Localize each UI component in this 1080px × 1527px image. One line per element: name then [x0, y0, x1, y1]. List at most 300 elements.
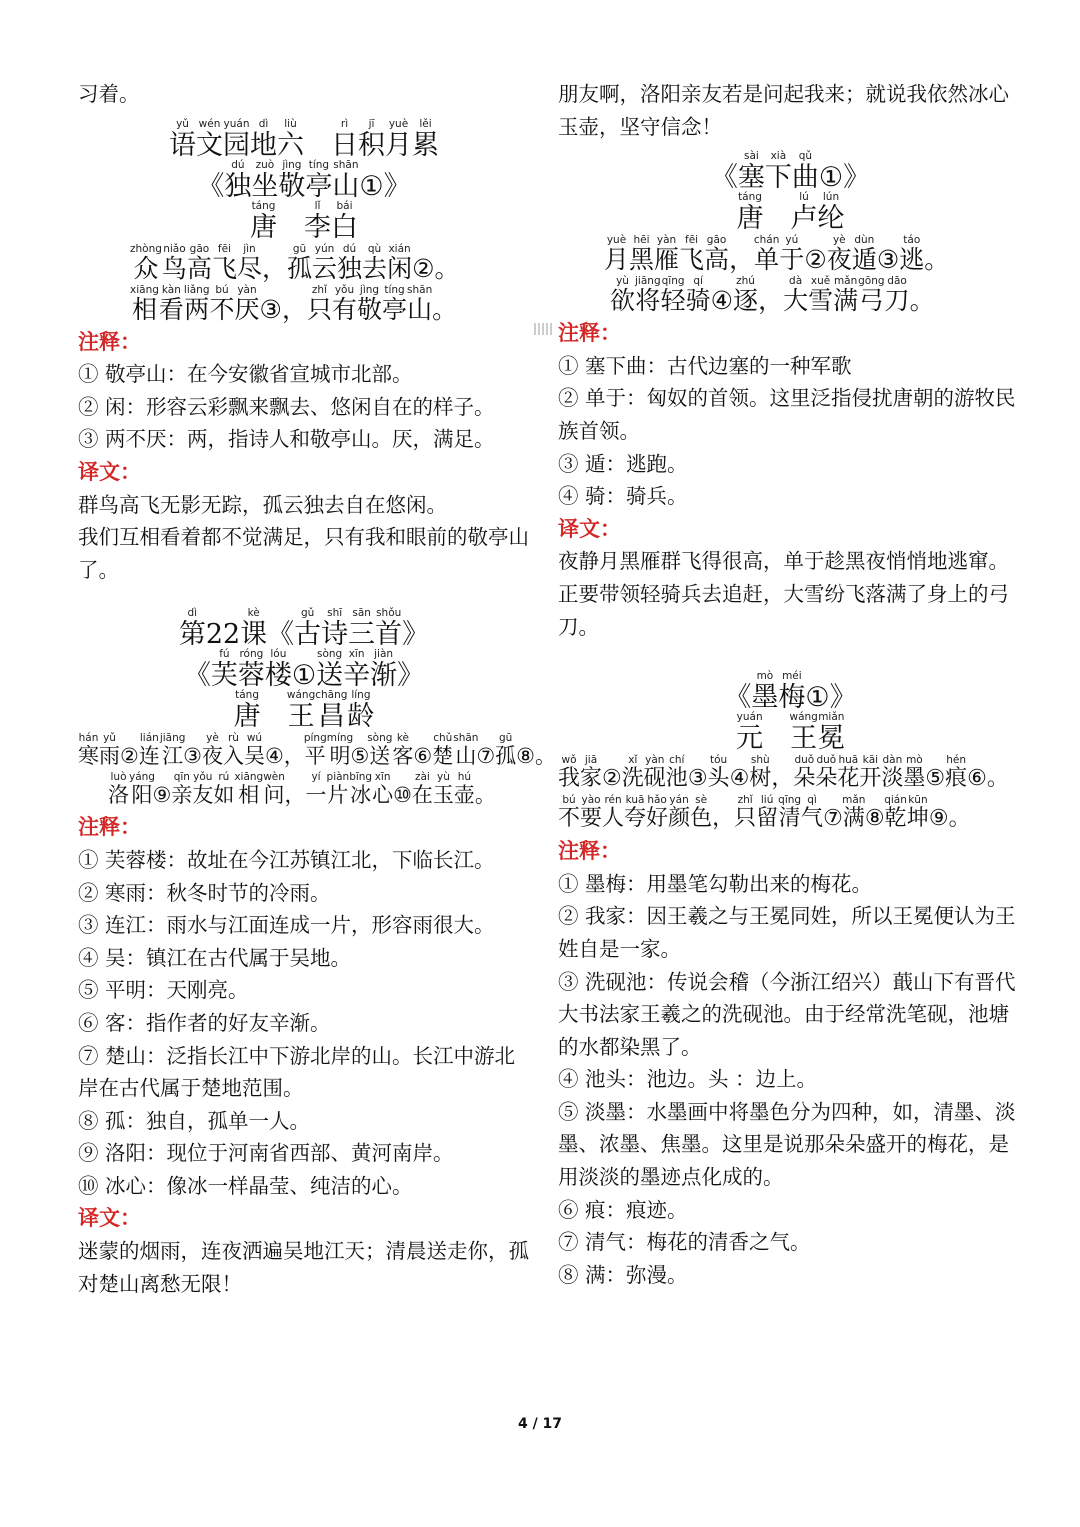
ruby-char: 入rù	[222, 732, 244, 769]
paragraph: ③ 连江：雨水与江面连成一片，形容雨很大。	[78, 913, 495, 938]
char: ⑨	[928, 806, 949, 832]
pinyin: lián	[138, 732, 160, 745]
ruby-char: 雁yàn	[654, 234, 680, 275]
pinyin: rù	[222, 732, 244, 745]
ruby-char: 坤kūn	[906, 794, 929, 832]
ruby-char: 雪xuě	[808, 275, 834, 316]
char: 。	[924, 245, 950, 275]
pinyin: róng	[237, 648, 265, 661]
ruby-char: 如rú	[213, 771, 235, 808]
poem-line	[558, 755, 1023, 795]
ruby-char: 卢lú	[790, 191, 818, 235]
pinyin: wén	[196, 117, 223, 130]
char: ⑦	[823, 806, 843, 832]
pinyin: qù	[362, 242, 388, 255]
pinyin: shān	[407, 283, 433, 296]
paragraph: 迷蒙的烟雨，连夜洒遍吴地江天；清晨送走你，孤对楚山离愁无限！	[78, 1239, 529, 1296]
pinyin: fú	[210, 648, 238, 661]
pinyin: duǒ	[815, 754, 838, 767]
ruby-char: 去qù	[362, 242, 388, 283]
pinyin: liú	[756, 794, 779, 807]
ruby-char: 山shān	[332, 158, 360, 202]
pinyin: mǎn	[833, 275, 859, 288]
pinyin: lǐ	[304, 199, 331, 212]
ruby-char: 我wǒ	[558, 754, 581, 792]
ruby-char: 山shān	[453, 732, 479, 769]
ruby-char: 气qì	[801, 794, 824, 832]
paragraph: ③ 两不厌：两，指诗人和敬亭山。厌，满足。	[78, 427, 495, 452]
ruby-char: 渐jiàn	[370, 648, 398, 692]
ruby-char: 心xīn	[372, 771, 394, 808]
paragraph: ① 墨梅：用墨笔勾勒出来的梅花。	[558, 871, 873, 896]
pinyin: wǒ	[558, 754, 581, 767]
pinyin: zài	[411, 771, 433, 784]
pinyin: sè	[690, 794, 713, 807]
paragraph: 群鸟高飞无影无踪，孤云独去自在悠闲。	[78, 492, 447, 517]
pinyin: shī	[321, 607, 349, 620]
pinyin: hú	[453, 771, 475, 784]
ruby-char: 月yuè	[604, 234, 630, 275]
pinyin: jiāng	[159, 732, 186, 745]
pinyin: táng	[233, 689, 261, 702]
ruby-char: 朵duǒ	[793, 754, 816, 792]
ruby-char: 大dà	[783, 275, 809, 316]
poem-title	[558, 671, 1023, 714]
ruby-char: 语yǔ	[169, 117, 196, 161]
pinyin: bīng	[349, 771, 373, 784]
char: 。	[432, 294, 458, 324]
pinyin: bú	[209, 283, 235, 296]
pinyin: duǒ	[793, 754, 816, 767]
char: ⑧	[516, 744, 535, 769]
pinyin: yuán	[223, 117, 250, 130]
pinyin: lóu	[264, 648, 292, 661]
pinyin: luò	[108, 771, 129, 784]
poem-line	[78, 732, 556, 772]
ruby-char: 王wáng	[286, 689, 316, 733]
char: 《	[267, 619, 295, 651]
char: 。	[909, 286, 935, 316]
pinyin: miǎn	[817, 711, 845, 724]
pinyin: dì	[250, 117, 277, 130]
poem-author	[558, 192, 1023, 235]
ruby-char: 墨mò	[903, 754, 926, 792]
paragraph: ⑧ 满：弥漫。	[558, 1262, 688, 1287]
pinyin: zhǐ	[734, 794, 757, 807]
ruby-char: 留liú	[756, 794, 779, 832]
paragraph: ③ 洗砚池：传说会稽（今浙江绍兴）蕺山下有晋代大书法家王羲之的洗砚池。由于经常洗笔砚，池塘的水都染黑了。	[558, 969, 1016, 1059]
pinyin: kè	[240, 607, 268, 620]
paragraph: ⑤ 平明：天刚亮。	[78, 978, 249, 1003]
ruby-char: 众zhòng	[130, 242, 162, 283]
ruby-char: 坐zuò	[251, 158, 279, 202]
paragraph: ⑥ 客：指作者的好友辛渐。	[78, 1010, 331, 1035]
poem-author	[78, 690, 530, 733]
ruby-char: 高gāo	[704, 234, 730, 275]
translation-text	[78, 1235, 530, 1300]
ruby-char: 送sòng	[316, 648, 344, 692]
pinyin: yàn	[654, 234, 680, 247]
char: 》	[829, 682, 857, 714]
paragraph: ⑦ 清气：梅花的清香之气。	[558, 1230, 811, 1255]
ruby-char: 一yí	[305, 771, 327, 808]
pinyin: zhǐ	[306, 283, 332, 296]
char	[764, 203, 791, 234]
pinyin: lěi	[412, 117, 439, 130]
paragraph: 我们互相看着都不觉满足，只有我和眼前的敬亭山了。	[78, 525, 529, 582]
pinyin: yuán	[736, 711, 764, 724]
ruby-char: 清qīng	[778, 794, 802, 832]
pinyin: xīn	[372, 771, 394, 784]
ruby-char: 将jiāng	[635, 275, 661, 316]
pinyin: dú	[224, 158, 252, 171]
ruby-char: 芙fú	[210, 648, 238, 692]
pinyin: yǔ	[169, 117, 196, 130]
pinyin: dà	[783, 275, 809, 288]
pinyin: wú	[243, 732, 265, 745]
ruby-char: 不bú	[558, 794, 581, 832]
ruby-char: 刀dāo	[884, 275, 910, 316]
ruby-char: 寒hán	[78, 732, 99, 769]
paragraph: ④ 吴：镇江在古代属于吴地。	[78, 945, 352, 970]
paragraph: ① 敬亭山：在今安徽省宣城市北部。	[78, 362, 413, 387]
char: 。	[986, 766, 1009, 792]
ruby-char: 三sān	[348, 607, 376, 651]
pinyin: kè	[392, 732, 414, 745]
char: 》	[843, 162, 871, 194]
char: ，	[729, 245, 755, 275]
char: ①	[359, 170, 384, 202]
pinyin: yè	[826, 234, 852, 247]
ruby-char: 楼lóu	[264, 648, 292, 692]
ruby-char: 夜yè	[826, 234, 852, 275]
ruby-char: 鸟niǎo	[161, 242, 187, 283]
pinyin: dùn	[851, 234, 877, 247]
char: ⑨	[152, 783, 172, 808]
pinyin: yǒu	[192, 771, 214, 784]
ruby-char: 颜yán	[668, 794, 691, 832]
paragraph: 夜静月黑雁群飞得很高，单于趁黑夜悄悄地逃窜。	[558, 549, 1009, 574]
ruby-char: 吴wú	[243, 732, 265, 769]
ruby-char: 雨yǔ	[99, 732, 120, 769]
poem-line	[78, 772, 530, 811]
char: ⑦	[476, 744, 496, 769]
ruby-char: 冰bīng	[349, 771, 373, 808]
char: ④	[729, 766, 750, 792]
ruby-char: 片piàn	[326, 771, 350, 808]
translation-text	[78, 489, 530, 587]
pinyin: hǎo	[646, 794, 669, 807]
char: ，	[758, 286, 784, 316]
ruby-char: 树shù	[749, 754, 772, 792]
pinyin: rì	[331, 117, 358, 130]
notes-label: 注释：	[78, 328, 141, 354]
pinyin: sòng	[367, 732, 393, 745]
pinyin: yán	[668, 794, 691, 807]
pinyin: jiā	[580, 754, 603, 767]
ruby-char: 唐táng	[736, 191, 764, 235]
pinyin: tíng	[382, 283, 408, 296]
poem-author	[558, 712, 1023, 755]
ruby-char: 诗shī	[321, 607, 349, 651]
pinyin: piàn	[326, 771, 350, 784]
ruby-char: 于yú	[779, 234, 805, 275]
pinyin: sòng	[316, 648, 344, 661]
pinyin: chǔ	[432, 732, 454, 745]
pinyin: zhú	[733, 275, 759, 288]
translation-label: 译文：	[558, 515, 621, 541]
ruby-char: 课kè	[240, 607, 268, 651]
paragraph: 正要带领轻骑兵去追赶，大雪纷飞落满了身上的弓刀。	[558, 581, 1009, 639]
pinyin: gōng	[858, 275, 885, 288]
pinyin: yuè	[385, 117, 412, 130]
pinyin: dàn	[881, 754, 904, 767]
ruby-char: 阳yáng	[129, 771, 155, 808]
char: ⑤	[925, 766, 946, 792]
ruby-char: 元yuán	[736, 711, 764, 755]
pinyin: dì	[178, 607, 206, 620]
char: 《	[724, 682, 752, 714]
char: 》	[383, 170, 411, 202]
notes-list	[558, 868, 1023, 1292]
pinyin: huā	[837, 754, 860, 767]
ruby-char: 山shān	[407, 283, 433, 324]
ruby-char: 乾qián	[884, 794, 907, 832]
ruby-char: 好hǎo	[646, 794, 669, 832]
ruby-char: 辛xīn	[343, 648, 371, 692]
pinyin: xuě	[808, 275, 834, 288]
pinyin: kàn	[158, 283, 184, 296]
ruby-char: 飞fēi	[679, 234, 705, 275]
ruby-char: 高gāo	[186, 242, 212, 283]
pinyin: xiāng	[130, 283, 159, 296]
pinyin: hēi	[629, 234, 655, 247]
ruby-char: 亲qīn	[171, 771, 193, 808]
char: 。	[948, 806, 971, 832]
ruby-char: 看kàn	[158, 283, 184, 324]
pinyin: niǎo	[161, 242, 187, 255]
ruby-char: 六liù	[277, 117, 304, 161]
char: ，	[284, 783, 306, 808]
pinyin: yuè	[604, 234, 629, 247]
ruby-char: 头tóu	[707, 754, 730, 792]
ruby-char: 积jī	[358, 117, 385, 161]
pinyin: lún	[817, 191, 845, 204]
ruby-char: 要yào	[580, 794, 603, 832]
ruby-char: 相xiāng	[234, 771, 264, 808]
notes-label: 注释：	[558, 320, 621, 346]
ruby-char: 弓gōng	[858, 275, 885, 316]
ruby-char: 日rì	[331, 117, 358, 161]
pinyin: qīn	[171, 771, 193, 784]
pinyin: táo	[899, 234, 925, 247]
char: ，	[281, 294, 307, 324]
pinyin: yún	[312, 242, 338, 255]
paragraph: ② 寒雨：秋冬时节的冷雨。	[78, 880, 331, 905]
char: ③	[876, 245, 900, 275]
pinyin: jìng	[356, 283, 382, 296]
ruby-char: 花huā	[837, 754, 860, 792]
ruby-char: 家jiā	[580, 754, 603, 792]
char: ⑥	[967, 766, 987, 792]
pinyin: yáng	[129, 771, 155, 784]
pinyin: qián	[884, 794, 907, 807]
ruby-char: 相xiāng	[130, 283, 159, 324]
ruby-char: 敬jìng	[278, 158, 306, 202]
pinyin: lú	[790, 191, 818, 204]
ruby-char: 孤gū	[495, 732, 517, 769]
pinyin: rú	[213, 771, 235, 784]
char: 。	[434, 253, 460, 283]
ruby-char: 第dì	[178, 607, 206, 651]
paragraph: ④ 池头：池边。头 ：边上。	[558, 1067, 818, 1092]
ruby-char: 厌yàn	[234, 283, 260, 324]
pinyin: yào	[580, 794, 603, 807]
char: 《	[183, 660, 211, 692]
pinyin: qǔ	[791, 150, 819, 163]
pinyin: chí	[665, 754, 688, 767]
pinyin: kāi	[859, 754, 882, 767]
char: ②	[412, 253, 435, 283]
char: ④	[264, 744, 284, 769]
pinyin: dāo	[884, 275, 910, 288]
translation-text	[558, 545, 1023, 643]
pinyin: kūn	[906, 794, 929, 807]
ruby-char: 两liǎng	[183, 283, 210, 324]
poem-line	[558, 795, 1023, 835]
poem-title	[78, 649, 530, 692]
ruby-char: 洗xǐ	[621, 754, 644, 792]
paragraph: ② 我家：因王羲之与王冕同姓，所以王冕便认为王姓自是一家。	[558, 904, 1016, 961]
pinyin: sài	[737, 150, 765, 163]
poem-line	[78, 285, 530, 326]
ruby-char: 砚yàn	[643, 754, 666, 792]
ruby-char: 冕miǎn	[817, 711, 845, 755]
ruby-char: 朵duǒ	[815, 754, 838, 792]
pinyin: liǎng	[183, 283, 210, 296]
pinyin: kuā	[624, 794, 647, 807]
pinyin: yú	[779, 234, 805, 247]
pinyin: mǎn	[842, 794, 866, 807]
pinyin: yè	[201, 732, 223, 745]
ruby-char: 玉yù	[432, 771, 454, 808]
ruby-char: 闲xián	[387, 242, 413, 283]
pinyin: jìng	[278, 158, 306, 171]
char: ，	[283, 744, 305, 769]
pinyin: yù	[432, 771, 454, 784]
pinyin: hén	[945, 754, 968, 767]
char: ，	[261, 253, 287, 283]
char: ④	[710, 286, 734, 316]
pinyin: wáng	[286, 689, 316, 702]
ruby-char: 明míng	[326, 732, 354, 769]
char: ②	[602, 766, 622, 792]
paragraph: ⑨ 洛阳：现位于河南省西部、黄河南岸。	[78, 1141, 454, 1166]
ruby-char: 骑qí	[685, 275, 711, 316]
pinyin: táng	[250, 199, 277, 212]
char: ①	[818, 162, 844, 194]
translation-label: 译文：	[78, 1205, 141, 1231]
ruby-char: 夸kuā	[624, 794, 647, 832]
ruby-char: 龄líng	[347, 689, 375, 733]
ruby-char: 李lǐ	[304, 199, 331, 243]
pinyin: zuò	[251, 158, 279, 171]
char	[277, 212, 304, 243]
char: 《	[197, 170, 225, 202]
ruby-char: 逃táo	[899, 234, 925, 275]
ruby-char: 只zhǐ	[734, 794, 757, 832]
ruby-char: 敬jìng	[356, 283, 382, 324]
pinyin: shǒu	[375, 607, 403, 620]
char: ③	[259, 294, 282, 324]
pinyin: gū	[287, 242, 313, 255]
pinyin: mò	[751, 670, 779, 683]
ruby-char: 单chán	[753, 234, 780, 275]
char: 。	[535, 744, 556, 769]
ruby-char: 梅méi	[778, 670, 806, 714]
poem-title	[558, 151, 1023, 194]
ruby-char: 不bú	[209, 283, 235, 324]
pinyin: chāng	[315, 689, 348, 702]
ruby-char: 独dú	[224, 158, 252, 202]
pinyin: shān	[332, 158, 360, 171]
poem-line	[558, 235, 1023, 276]
paragraph: ⑧ 孤：独自，孤单一人。	[78, 1108, 311, 1133]
ruby-char: 曲qǔ	[791, 150, 819, 194]
pinyin: yǔ	[99, 732, 120, 745]
ruby-char: 唐táng	[250, 199, 277, 243]
poem-line	[78, 244, 530, 285]
paragraph: ⑤ 淡墨：水墨画中将墨色分为四种，如，清墨、淡墨、浓墨、焦墨。这里是说那朵朵盛开的梅花，是用淡淡的墨迹点化成的。	[558, 1099, 1016, 1190]
ruby-char: 楚chǔ	[432, 732, 454, 769]
pinyin: yù	[610, 275, 635, 288]
char: ①	[805, 682, 830, 714]
ruby-char: 云yún	[312, 242, 338, 283]
pinyin: qīng	[660, 275, 686, 288]
ruby-char: 唐táng	[233, 689, 261, 733]
ruby-char: 连lián	[138, 732, 160, 769]
pinyin: wáng	[789, 711, 818, 724]
ruby-char: 池chí	[665, 754, 688, 792]
pinyin: liù	[277, 117, 304, 130]
ruby-char: 遁dùn	[851, 234, 877, 275]
ruby-char: 有yǒu	[331, 283, 357, 324]
ruby-char: 淡dàn	[881, 754, 904, 792]
pinyin: shān	[453, 732, 479, 745]
pinyin: shù	[749, 754, 772, 767]
pinyin: líng	[347, 689, 375, 702]
pinyin: xiāng	[234, 771, 264, 784]
ruby-char: 痕hén	[945, 754, 968, 792]
ruby-char: 色sè	[690, 794, 713, 832]
pinyin: míng	[326, 732, 354, 745]
pinyin: jī	[358, 117, 385, 130]
ruby-char: 塞sài	[737, 150, 765, 194]
char	[261, 701, 288, 732]
char	[304, 130, 331, 161]
ruby-char: 满mǎn	[833, 275, 859, 316]
char	[763, 723, 790, 754]
pinyin: yǒu	[331, 283, 357, 296]
pinyin: bái	[331, 199, 358, 212]
char: ③	[687, 766, 708, 792]
pinyin: xīn	[343, 648, 371, 661]
ruby-char: 昌chāng	[315, 689, 348, 733]
paragraph: ① 芙蓉楼：故址在今江苏镇江北，下临长江。	[78, 847, 495, 872]
ruby-char: 独dú	[337, 242, 363, 283]
notes-label: 注释：	[558, 838, 621, 864]
ruby-char: 蓉róng	[237, 648, 265, 692]
